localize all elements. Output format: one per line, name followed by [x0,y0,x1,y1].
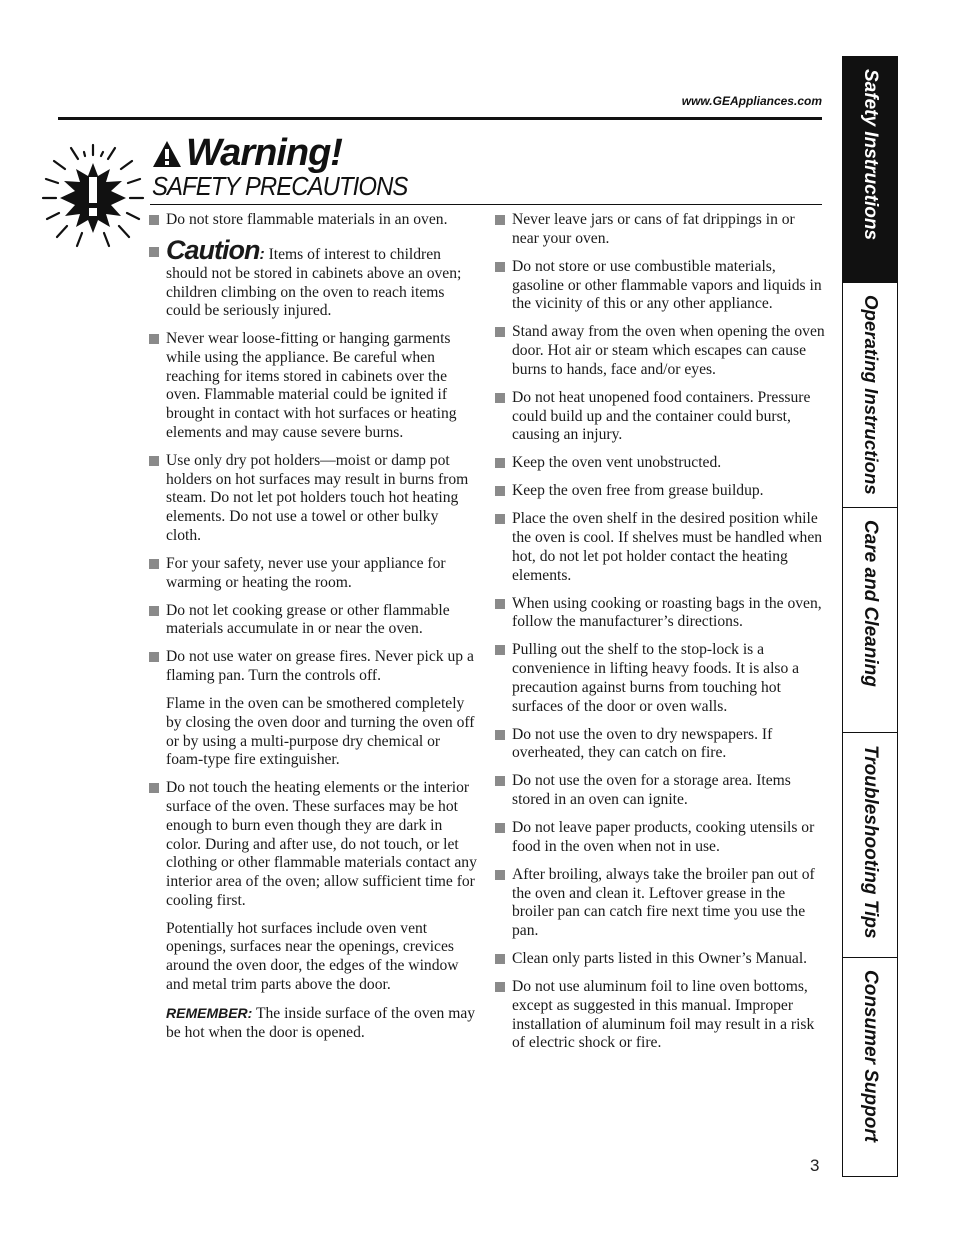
item-text: Do not leave paper products, cooking utensils or food in the oven when not in use. [512,819,815,855]
item-text: After broiling, always take the broiler pan out of the oven and clean it. Leftover grease in the broiler pan can catch fire next time you use the pan. [512,866,815,940]
square-bullet-icon [495,262,505,272]
item-text: Do not store or use combustible materials, gasoline or other flammable vapors and liquids in the vicinity of this or any other appliance. [512,257,822,313]
caution-label: Caution [166,235,260,266]
tab-label: Troubleshooting Tips [860,745,881,939]
website-url[interactable]: www.GEAppliances.com [681,94,822,108]
item-text: Do not use the oven for a storage area. Items stored in an oven can ignite. [512,772,791,809]
list-item [149,452,477,546]
square-bullet-icon [495,982,505,992]
square-bullet-icon [149,215,159,225]
square-bullet-icon [495,645,505,655]
subtitle-rule [150,204,822,205]
tab-label: Care and Cleaning [860,520,881,687]
square-bullet-icon [495,514,505,524]
square-bullet-icon [495,954,505,964]
list-item [495,866,825,941]
page-number: 3 [810,1156,820,1175]
list-item [495,510,825,585]
item-text: Do not let cooking grease or other flammable materials accumulate in or near the oven. [166,601,450,638]
square-bullet-icon [495,327,505,337]
item-text: Use only dry pot holders—moist or damp pot holders on hot surfaces may result in burns from steam. Do not let pot holders touch hot heating elements. Do not use a towel or other bulky cloth. [166,451,469,544]
list-item [495,323,825,379]
remember-paragraph [149,1004,477,1042]
tab-label: Consumer Support [860,970,881,1143]
tab-consumer-support[interactable] [843,957,897,1176]
list-item [495,819,825,856]
item-text: Stand away from the oven when opening the oven door. Hot air or steam which escapes can cause burns to hands, face and/or eyes. [512,323,825,378]
tab-troubleshooting-tips[interactable] [843,732,897,957]
item-text: Keep the oven free from grease buildup. [512,482,764,500]
list-item [495,389,825,445]
tab-label: Operating Instructions [860,295,881,495]
tab-label: Safety Instructions [860,69,881,241]
tab-safety-instructions[interactable] [843,57,897,282]
square-bullet-icon [495,215,505,225]
list-item [495,258,825,314]
tab-care-and-cleaning[interactable] [843,507,897,732]
warning-triangle-icon [152,140,182,168]
square-bullet-icon [149,559,159,569]
warning-title: Warning! [186,132,342,174]
item-text: Clean only parts listed in this Owner’s Manual. [512,950,808,968]
list-item [495,726,825,763]
square-bullet-icon [149,606,159,616]
square-bullet-icon [149,652,159,662]
list-item [495,482,825,501]
square-bullet-icon [149,783,159,793]
explosion-burst-icon [40,143,146,249]
square-bullet-icon [495,823,505,833]
list-item [495,950,825,969]
item-text: Never wear loose-fitting or hanging garments while using the appliance. Be careful when reaching for items stored in cabinets over the oven. Flammable material could be ignited if brought in contact with hot surfaces or heating elements and may cause severe burns. [166,330,457,441]
remember-text: The inside surface of the oven may be hot when the door is opened. [166,1004,476,1041]
item-text: Keep the oven vent unobstructed. [512,454,722,472]
remember-label: REMEMBER: [166,1004,253,1021]
item-text: Do not use water on grease fires. Never pick up a flaming pan. Turn the controls off. [166,648,474,685]
square-bullet-icon [495,458,505,468]
list-item [149,330,477,442]
item-text: Do not heat unopened food containers. Pressure could build up and the container could burst, causing an injury. [512,388,811,444]
item-text: Do not use aluminum foil to line oven bottoms, except as suggested in this manual. Improper installation of aluminum foil may result in a risk of electric shock or fire. [512,978,815,1052]
list-item [495,641,825,716]
hot-surfaces-paragraph: Potentially hot surfaces include oven vent openings, surfaces near the openings, crevices around the oven door, the edges of the window and metal trim parts above the door. [166,919,459,993]
top-rule [58,117,822,120]
flame-paragraph: Flame in the oven can be smothered completely by closing the oven door and turning the oven off or by using a multi-purpose dry chemical or foam-type fire extinguisher. [166,695,475,769]
square-bullet-icon [495,599,505,609]
list-item [149,648,477,685]
list-item [495,595,825,632]
right-column [495,211,825,1063]
caution-item [149,235,477,321]
item-text: Never leave jars or cans of fat drippings in or near your oven. [512,211,795,247]
item-text: For your safety, never use your appliance for warming or heating the room. [166,554,446,591]
square-bullet-icon [149,334,159,344]
list-item [149,211,477,230]
item-text: When using cooking or roasting bags in the oven, follow the manufacturer’s directions. [512,594,822,631]
item-text: Do not store flammable materials in an oven. [166,211,448,228]
square-bullet-icon [495,776,505,786]
list-item [495,772,825,809]
section-sidebar [842,56,898,1177]
item-text: Do not touch the heating elements or the interior surface of the oven. These surfaces may be hot enough to burn even though they are dark in color. During and after use, do not touch, or let clothing or other flammable materials contact any interior area of the oven; allow sufficient time for cooling first. [166,779,477,909]
list-item [495,454,825,473]
safety-precautions-subtitle: SAFETY PRECAUTIONS [152,171,408,201]
list-item [149,602,477,639]
caution-colon: : [259,246,265,264]
item-text: Place the oven shelf in the desired position while the oven is cool. If shelves must be handled when hot, do not let pot holder contact the heating elements. [512,510,823,584]
square-bullet-icon [495,730,505,740]
list-item [495,978,825,1053]
square-bullet-icon [149,456,159,466]
list-item [495,211,825,248]
item-text: Items of interest to children should not be stored in cabinets above an oven; children climbing on the oven to reach items could be seriously injured. [166,246,462,320]
warning-heading [152,132,342,175]
tab-operating-instructions[interactable] [843,282,897,507]
square-bullet-icon [495,870,505,880]
list-item [149,555,477,592]
square-bullet-icon [149,247,159,257]
item-text: Pulling out the shelf to the stop-lock is a convenience in lifting heavy foods. It is also a precaution against burns from touching hot surfaces of the door or oven walls. [512,641,800,715]
square-bullet-icon [495,393,505,403]
item-text: Do not use the oven to dry newspapers. If overheated, they can catch on fire. [512,725,773,762]
square-bullet-icon [495,486,505,496]
list-item [149,779,477,910]
left-column [149,211,477,1052]
